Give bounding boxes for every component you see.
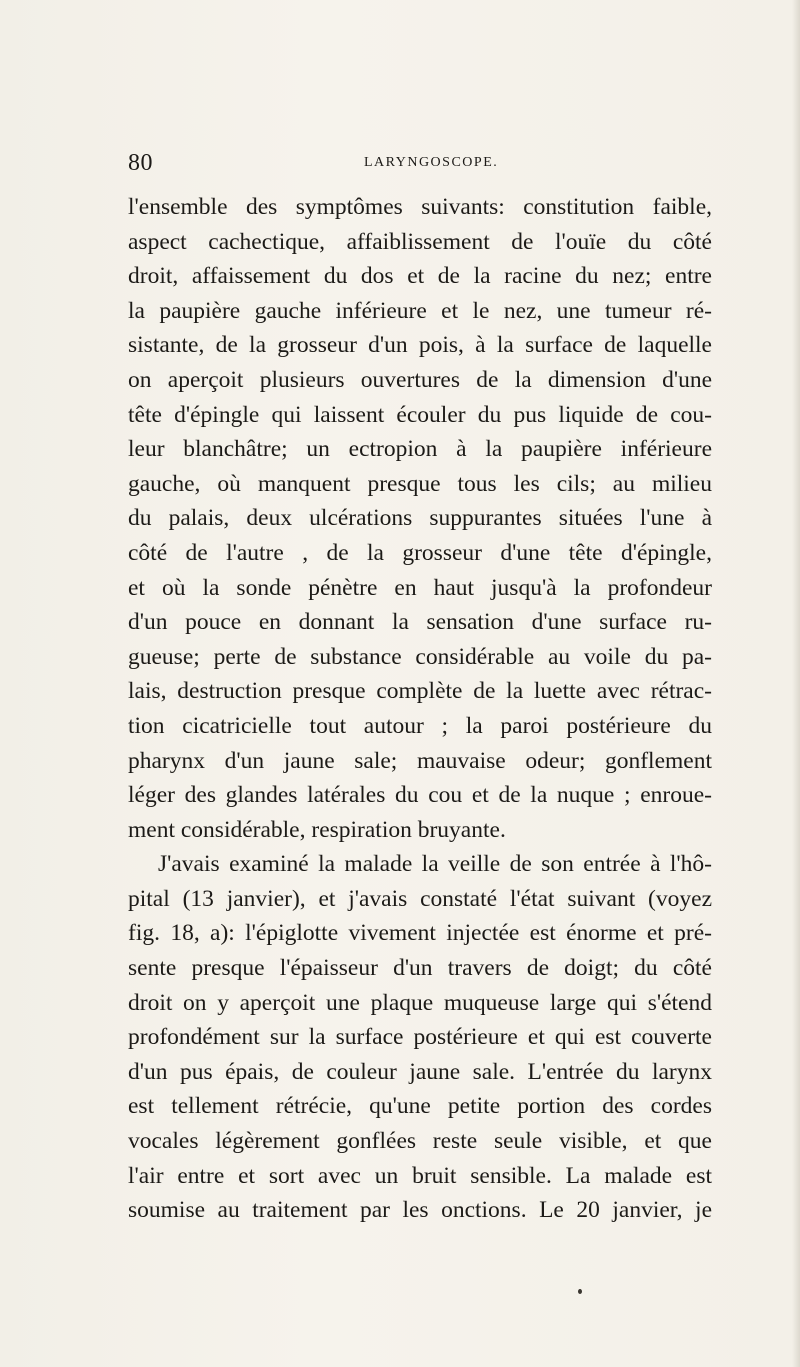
text-line: d'un pus épais, de couleur jaune sale. L'entrée du larynx [128, 1058, 712, 1085]
paragraph-start-line: J'avais examiné la malade la veille de son entrée à l'hô- [158, 851, 712, 878]
text-line: aspect cachectique, affaiblissement de l'ouïe du côté [128, 228, 712, 255]
text-line: soumise au traitement par les onctions. Le 20 janvier, je [128, 1197, 712, 1224]
text-line: tête d'épingle qui laissent écouler du pus liquide de cou- [128, 401, 712, 428]
text-line: fig. 18, a): l'épiglotte vivement injectée est énorme et pré- [128, 920, 712, 947]
page-header [128, 150, 712, 180]
text-line: lais, destruction presque complète de la luette avec rétrac- [128, 678, 712, 705]
text-line: gueuse; perte de substance considérable au voile du pa- [128, 643, 712, 670]
text-line: est tellement rétrécie, qu'une petite portion des cordes [128, 1093, 712, 1120]
text-line: on aperçoit plusieurs ouvertures de la dimension d'une [128, 366, 712, 393]
text-line: leur blanchâtre; un ectropion à la paupière inférieure [128, 436, 712, 463]
text-line: l'air entre et sort avec un bruit sensible. La malade est [128, 1162, 712, 1189]
text-line: d'un pouce en donnant la sensation d'une surface ru- [128, 609, 712, 636]
text-line: du palais, deux ulcérations suppurantes situées l'une à [128, 505, 712, 532]
body-text [128, 190, 712, 1228]
text-line: profondément sur la surface postérieure et qui est couverte [128, 1024, 712, 1051]
text-line: sente presque l'épaisseur d'un travers de doigt; du côté [128, 955, 712, 982]
text-line: léger des glandes latérales du cou et de la nuque ; enroue- [128, 782, 712, 809]
text-line: sistante, de la grosseur d'un pois, à la surface de laquelle [128, 332, 712, 359]
text-line: gauche, où manquent presque tous les cils; au milieu [128, 470, 712, 497]
text-line: pital (13 janvier), et j'avais constaté l'état suivant (voyez [128, 885, 712, 912]
text-line: la paupière gauche inférieure et le nez, une tumeur ré- [128, 297, 712, 324]
paragraph-end-line: ment considérable, respiration bruyante. [128, 816, 506, 843]
ink-speck [578, 1289, 582, 1294]
running-title: LARYNGOSCOPE. [364, 155, 499, 170]
text-line: pharynx d'un jaune sale; mauvaise odeur; gonflement [128, 747, 712, 774]
text-line: côté de l'autre , de la grosseur d'une tête d'épingle, [128, 539, 712, 566]
text-line: vocales légèrement gonflées reste seule visible, et que [128, 1128, 712, 1155]
text-line: droit on y aperçoit une plaque muqueuse large qui s'étend [128, 989, 712, 1016]
text-line: tion cicatricielle tout autour ; la paroi postérieure du [128, 712, 712, 739]
text-line: et où la sonde pénètre en haut jusqu'à la profondeur [128, 574, 712, 601]
page-number: 80 [128, 150, 153, 176]
page-edge-shadow [792, 0, 800, 1367]
text-line: l'ensemble des symptômes suivants: constitution faible, [128, 194, 712, 220]
text-line: droit, affaissement du dos et de la racine du nez; entre [128, 263, 712, 290]
